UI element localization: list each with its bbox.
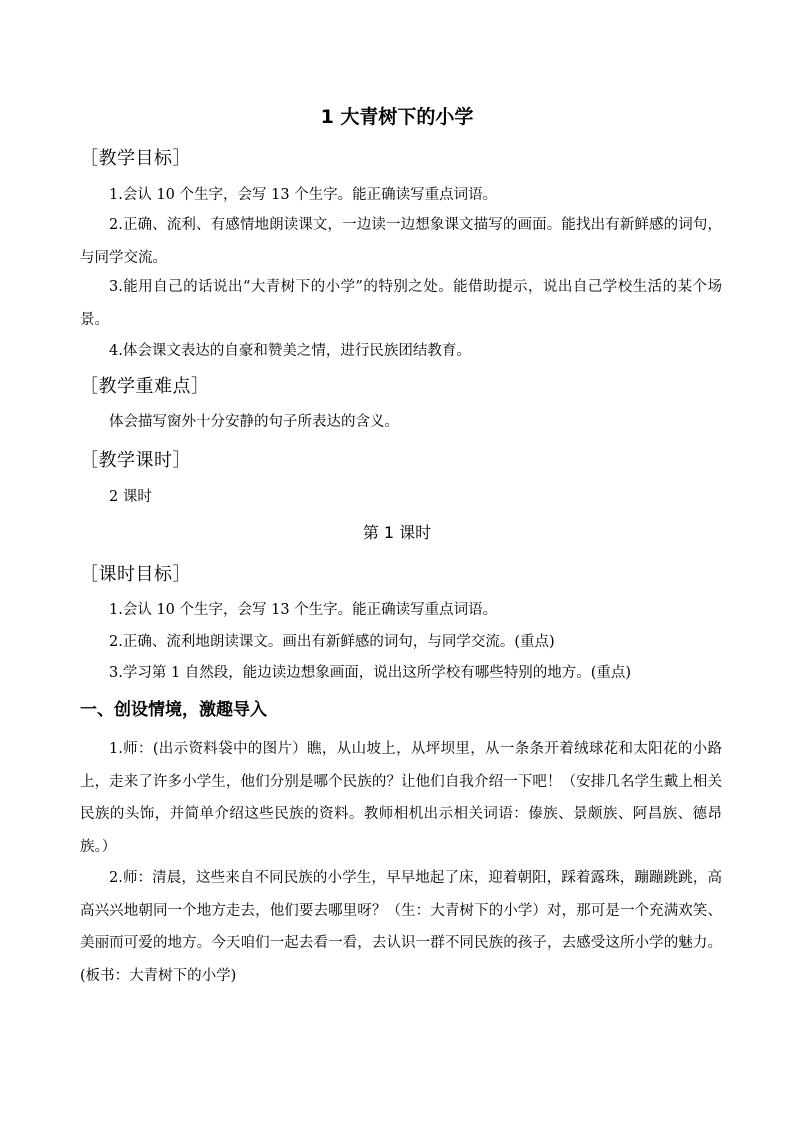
key-points-heading: ［教学重难点］	[80, 376, 210, 397]
section-1-paragraph-2: 2.师：清晨，这些来自不同民族的小学生，早早地起了床，迎着朝阳，踩着露珠，蹦蹦跳跳，高高兴兴地朝同一个地方走去，他们要去哪里呀？（生：大青树下的小学）对，那可是一个充满欢笑、美丽而可爱的地方。今天咱们一起去看一看，去认识一群不同民族的孩子，去感受这所小学的魅力。(板书：大青树下的小学)	[80, 870, 722, 984]
teaching-goals-heading: ［教学目标］	[80, 148, 191, 169]
section-1-paragraph-1: 1.师：(出示资料袋中的图片）瞧，从山坡上，从坪坝里，从一条条开着绒球花和太阳花的小路上，走来了许多小学生，他们分别是哪个民族的？让他们自我介绍一下吧！（安排几名学生戴上相关民族的头饰，并简单介绍这些民族的资料。教师相机出示相关词语：傣族、景颇族、阿昌族、德昂族。）	[80, 741, 722, 855]
lesson1-title: 第 1 课时	[362, 523, 432, 542]
lesson-goal-1: 1.会认 10 个生字，会写 13 个生字。能正确读写重点词语。	[109, 602, 498, 618]
class-hours-heading: ［教学课时］	[80, 450, 191, 471]
section-1-heading: 一、创设情境，激趣导入	[80, 700, 267, 720]
teaching-goal-4: 4.体会课文表达的自豪和赞美之情，进行民族团结教育。	[109, 343, 471, 359]
teaching-goal-2: 2.正确、流利、有感情地朗读课文，一边读一边想象课文描写的画面。能找出有新鲜感的词句，与同学交流。	[80, 217, 722, 266]
teaching-goal-1: 1.会认 10 个生字，会写 13 个生字。能正确读写重点词语。	[109, 187, 498, 203]
key-points-text: 体会描写窗外十分安静的句子所表达的含义。	[109, 414, 399, 430]
lesson-title: 1 大青树下的小学	[320, 106, 474, 128]
class-hours-text: 2 课时	[109, 489, 152, 505]
lesson-goal-3: 3.学习第 1 自然段，能边读边想象画面，说出这所学校有哪些特别的地方。(重点)	[109, 665, 632, 681]
lesson-goal-2: 2.正确、流利地朗读课文。画出有新鲜感的词句，与同学交流。(重点)	[109, 634, 555, 650]
teaching-goal-3: 3.能用自己的话说出“大青树下的小学”的特别之处。能借助提示，说出自己学校生活的某个场景。	[80, 279, 722, 328]
lesson-goals-heading: ［课时目标］	[80, 564, 191, 585]
